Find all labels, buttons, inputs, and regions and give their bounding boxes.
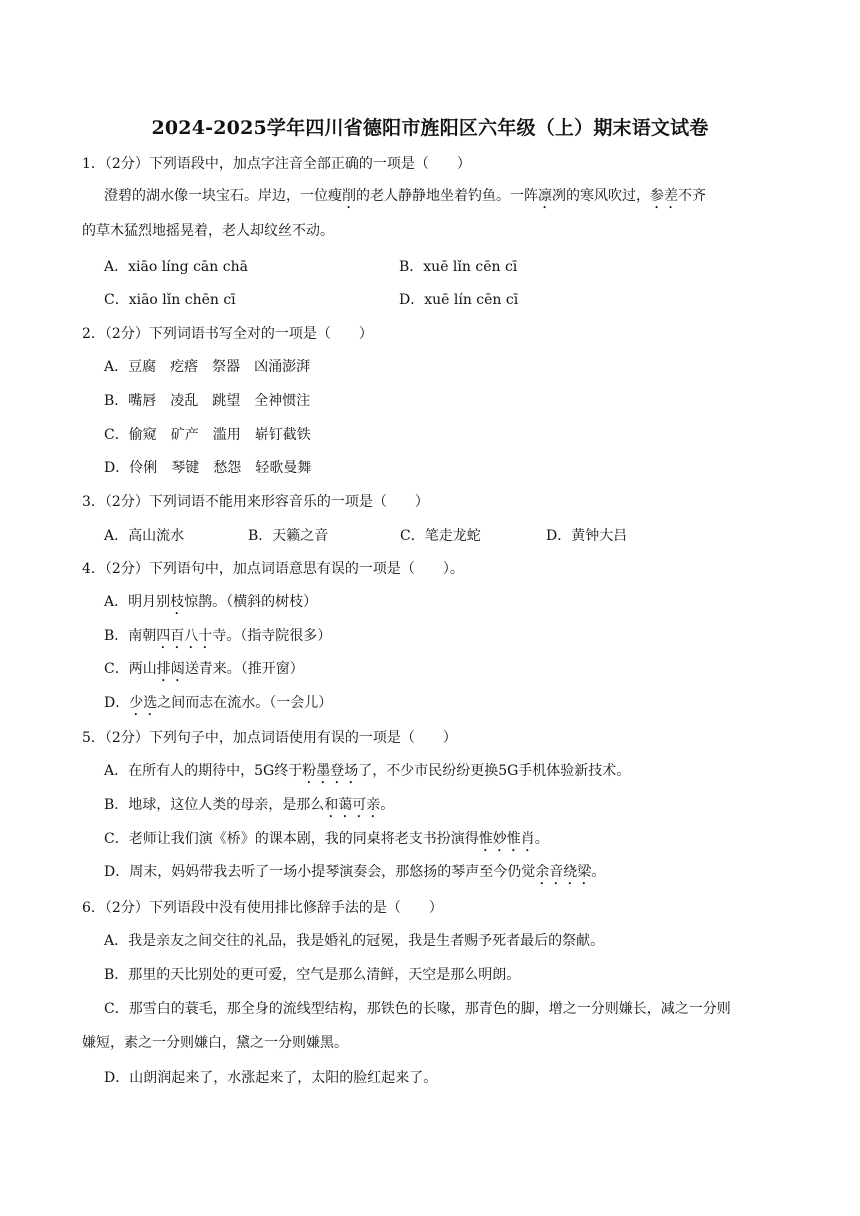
option-text: D． (104, 695, 130, 711)
dotted-word: 余音绕梁 (535, 864, 592, 880)
q6-option-b[interactable]: B．那里的天比别处的更可爱，空气是那么清鲜，天空是那么明朗。 (104, 967, 521, 983)
option-text: 寺。（指寺院很多） (212, 628, 332, 644)
page-title: 2024-2025学年四川省德阳市旌阳区六年级（上）期末语文试卷 (151, 117, 709, 139)
question-1-passage-line-2: 的草木猛烈地摇晃着，老人却纹丝不动。 (82, 223, 334, 239)
q4-option-a[interactable] (104, 592, 317, 618)
q3-option-b[interactable]: B．天籁之音 (248, 528, 329, 544)
dotted-word: 粉墨登场 (302, 763, 359, 779)
dotted-word: 枝 (170, 594, 185, 610)
option-text: A．明月别 (104, 594, 171, 610)
passage-text: 澄碧的湖水像一块宝石。岸边，一位瘦 (104, 188, 342, 204)
question-5-stem: 5．（2分）下列句子中，加点词语使用有误的一项是（ ） (82, 730, 457, 746)
question-3-stem: 3．（2分）下列词语不能用来形容音乐的一项是（ ） (82, 494, 429, 510)
dotted-char-lin: 凛 (538, 188, 552, 204)
dotted-word-cenci: 参差 (650, 188, 678, 204)
q2-option-d[interactable]: D．伶俐 琴键 愁怨 轻歌曼舞 (104, 460, 312, 476)
q5-option-d[interactable] (104, 862, 605, 888)
option-text: 了，不少市民纷纷更换5G手机体验新技术。 (358, 763, 631, 779)
dotted-word: 惟妙惟肖 (478, 831, 535, 847)
option-text: 。 (591, 864, 606, 880)
passage-text: 不齐 (678, 188, 706, 204)
q6-option-c-line-1[interactable]: C．那雪白的蓑毛，那全身的流线型结构，那铁色的长喙，那青色的脚，增之一分则嫌长，减之一分则 (104, 1001, 731, 1017)
q2-option-b[interactable]: B．嘴唇 凌乱 跳望 全神惯注 (104, 393, 311, 409)
question-6-stem: 6．（2分）下列语段中没有使用排比修辞手法的是（ ） (82, 900, 443, 916)
q6-option-c-line-2[interactable]: 嫌短，素之一分则嫌白，黛之一分则嫌黑。 (82, 1035, 348, 1051)
q6-option-d[interactable]: D．山朗润起来了，水涨起来了，太阳的脸红起来了。 (104, 1070, 438, 1086)
option-text: C．老师让我们演《桥》的课本剧，我的同桌将老支书扮演得 (104, 831, 479, 847)
option-text: 。 (534, 831, 549, 847)
option-text: 之间而志在流水。（一会儿） (157, 695, 333, 711)
option-text: B．南朝 (104, 628, 157, 644)
q3-option-a[interactable]: A．高山流水 (104, 528, 185, 544)
q3-option-c[interactable]: C．笔走龙蛇 (400, 528, 481, 544)
option-text: D．周末，妈妈带我去听了一场小提琴演奏会，那悠扬的琴声至今仍觉 (104, 864, 536, 880)
question-2-stem: 2．（2分）下列词语书写全对的一项是（ ） (82, 326, 373, 342)
dotted-word: 排闼 (156, 661, 185, 677)
option-text: 。 (380, 797, 395, 813)
dotted-word: 四百八十 (156, 628, 213, 644)
q3-option-d[interactable]: D．黄钟大吕 (546, 528, 628, 544)
q2-option-a[interactable]: A．豆腐 疙瘩 祭器 凶涌澎湃 (104, 359, 311, 375)
dotted-word: 少选 (129, 695, 158, 711)
passage-text: 冽的寒风吹过， (552, 188, 650, 204)
q6-option-a[interactable]: A．我是亲友之间交往的礼品，我是婚礼的冠冕，我是生者赐予死者最后的祭献。 (104, 933, 605, 949)
question-1-passage-line-1 (104, 186, 706, 212)
dotted-word: 和蔼可亲 (324, 797, 381, 813)
q4-option-c[interactable] (104, 659, 304, 685)
q1-option-d[interactable]: D．xuē lín cēn cī (399, 292, 519, 308)
option-text: C．两山 (104, 661, 157, 677)
question-1-stem: 1．（2分）下列语段中，加点字注音全部正确的一项是（ ） (82, 156, 471, 172)
option-text: B．地球，这位人类的母亲，是那么 (104, 797, 325, 813)
option-text: A．在所有人的期待中，5G终于 (104, 763, 303, 779)
q2-option-c[interactable]: C．偷窥 矿产 滥用 崭钉截铁 (104, 427, 311, 443)
dotted-char-xiao: 削 (342, 188, 356, 204)
q4-option-b[interactable] (104, 626, 331, 652)
q5-option-b[interactable] (104, 795, 394, 821)
option-text: 惊鹊。（横斜的树枝） (184, 594, 318, 610)
passage-text: 的老人静静地坐着钓鱼。一阵 (356, 188, 538, 204)
q4-option-d[interactable] (104, 693, 332, 719)
q1-option-a[interactable]: A．xiāo líng cān chā (104, 259, 248, 275)
question-4-stem: 4．（2分）下列语句中，加点词语意思有误的一项是（ ）。 (82, 561, 464, 577)
q1-option-b[interactable]: B．xuē lǐn cēn cī (399, 259, 518, 275)
q1-option-c[interactable]: C．xiāo lǐn chēn cī (104, 292, 236, 308)
option-text: 送青来。（推开窗） (184, 661, 304, 677)
q5-option-a[interactable] (104, 761, 630, 787)
q5-option-c[interactable] (104, 829, 549, 855)
